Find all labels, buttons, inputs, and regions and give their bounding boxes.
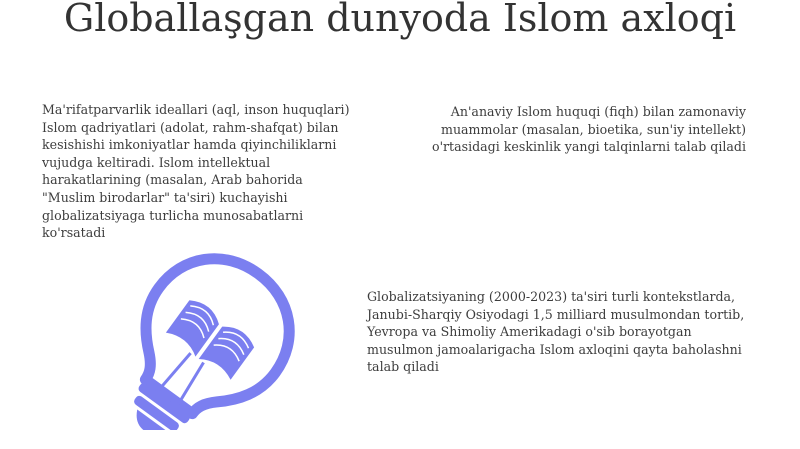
right-text-block: An'anaviy Islom huquqi (fiqh) bilan zamonaviy muammolar (masalan, bioetika, sun'iy intellekt) o'rtasidagi keskinlik yangi talqinlarni talab qiladi <box>431 104 746 155</box>
bottom-text-block: Globalizatsiyaning (2000-2023) ta'siri turli kontekstlarda, Janubi-Sharqiy Osiyodagi 1,5 milliard musulmondan tortib, Yevropa va Shimoliy Amerikadagi o'sib borayotgan musulmon jamoalarigacha Islom axloqini qayta baholashni talab qiladi <box>367 289 745 375</box>
slide-title: Globallaşgan dunyoda Islom axloqi <box>63 0 737 40</box>
left-text-block: Ma'rifatparvarlik ideallari (aql, inson huquqlari) Islom qadriyatlari (adolat, rahm-shafqat) bilan kesishishi imkoniyatlar hamda qiyinchiliklarni vujudga keltiradi. Islom intellektual harakatlarining (masalan, Arab bahorida "Muslim birodarlar" ta'siri) kuchayishi globalizatsiyaga turlicha munosabatlarni ko'rsatadi <box>42 102 350 241</box>
lightbulb-book-icon <box>100 250 310 430</box>
